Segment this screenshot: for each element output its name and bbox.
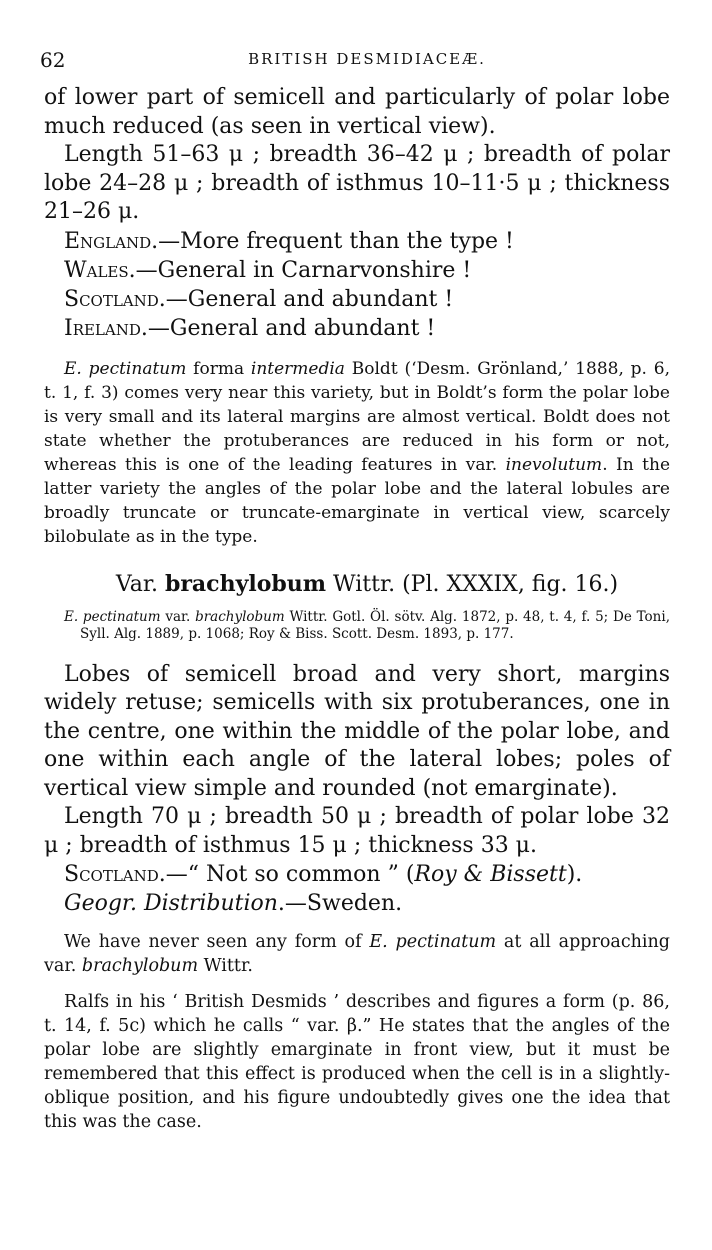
locality-region: Scotland xyxy=(64,286,159,312)
synonymy-reference xyxy=(64,609,670,643)
note-species: E. pectinatum xyxy=(64,358,187,379)
paragraph-description: Lobes of semicell broad and very short, margins widely retuse; semicells with six protuberances, one in the centre, one within the middle of the polar lobe, and one within each angle of the lateral lobes; poles of vertical view simple and rounded (not emarginate). xyxy=(44,661,670,801)
locality-ireland xyxy=(44,314,670,343)
ref-variety: brachylobum xyxy=(195,608,285,625)
heading-variety-name: brachylobum xyxy=(164,570,327,597)
locality-wales xyxy=(44,256,670,285)
distribution-label: Geogr. Distribution xyxy=(64,891,278,916)
locality-text: .—More frequent than the type ! xyxy=(151,228,514,254)
paragraph-measurements-2: Length 70 μ ; breadth 50 μ ; breadth of polar lobe 32 μ ; breadth of isthmus 15 μ ; thickness 33 μ. xyxy=(44,804,670,858)
locality-text: .—“ Not so common ” ( xyxy=(158,862,415,887)
note-text: Boldt (‘Desm. Grönland,’ 1888, p. 6, t. 1, f. 3) comes very near this variety, but in Boldt’s form the polar lobe is very small and its lateral margins are almost vertical. Boldt does not state whether the protuberances are reduced in his form or not, whereas this is one of the leading features in var. xyxy=(44,358,670,475)
locality-england xyxy=(44,227,670,256)
ref-text: var. xyxy=(160,608,196,625)
heading-suffix: Wittr. (Pl. XXXIX, fig. 16.) xyxy=(326,571,619,597)
distribution-text: .—Sweden. xyxy=(277,891,403,916)
remark-variety: brachylobum xyxy=(81,956,199,976)
running-head xyxy=(40,48,670,80)
running-title: BRITISH DESMIDIACEÆ. xyxy=(248,50,486,68)
locality-text: .—General and abundant ! xyxy=(140,315,436,341)
heading-prefix: Var. xyxy=(115,571,165,597)
locality-region: Wales xyxy=(64,257,129,283)
locality-authority: Roy & Bissett xyxy=(414,862,567,887)
variety-description xyxy=(44,661,670,919)
locality-region: England xyxy=(64,228,152,254)
continued-description xyxy=(44,84,670,343)
remark-paragraph-1 xyxy=(44,930,670,978)
note-variety: inevolutum xyxy=(505,454,603,475)
note-text: forma xyxy=(186,358,251,379)
locality-scotland xyxy=(44,285,670,314)
remark-text: Wittr. xyxy=(198,956,253,976)
variety-heading xyxy=(44,571,670,597)
paragraph-continued: of lower part of semicell and particularly of polar lobe much reduced (as seen in vertical view). xyxy=(44,85,670,139)
remark-species: E. pectinatum xyxy=(369,932,497,952)
distribution xyxy=(44,889,670,918)
remark-text: at all approaching var. xyxy=(44,932,670,976)
remark-paragraph-2: Ralfs in his ‘ British Desmids ’ describes and figures a form (p. 86, t. 14, f. 5c) which he calls “ var. β.” He states that the angles of the polar lobe are slightly emarginate in front view, but it must be remembered that this effect is produced when the cell is in a slightly-oblique position, and his figure undoubtedly gives one the idea that this was the case. xyxy=(44,992,670,1132)
remark-text: We have never seen any form of xyxy=(64,932,370,952)
paragraph-measurements: Length 51–63 μ ; breadth 36–42 μ ; breadth of polar lobe 24–28 μ ; breadth of isthmus 10–11·5 μ ; thickness 21–26 μ. xyxy=(44,142,670,224)
locality-scotland-2 xyxy=(44,860,670,889)
note-paragraph xyxy=(44,357,670,549)
locality-text: ). xyxy=(566,862,583,887)
page xyxy=(0,50,712,1250)
ref-text: Wittr. Gotl. Öl. sötv. Alg. 1872, p. 48, t. 4, f. 5; De Toni, Syll. Alg. 1889, p. 1068; Roy & Biss. Scott. Desm. 1893, p. 177. xyxy=(80,608,670,642)
locality-region: Scotland xyxy=(64,862,159,887)
ref-species: E. pectinatum xyxy=(64,608,161,625)
page-number: 62 xyxy=(40,48,66,72)
locality-region: Ireland xyxy=(64,315,141,341)
locality-text: .—General and abundant ! xyxy=(158,286,454,312)
note-text: . In the latter variety the angles of the polar lobe and the lateral lobules are broadly truncate or truncate-emarginate in vertical view, scarcely bilobulate as in the type. xyxy=(44,454,671,547)
locality-text: .—General in Carnarvonshire ! xyxy=(128,257,472,283)
note-forma: intermedia xyxy=(250,358,345,379)
